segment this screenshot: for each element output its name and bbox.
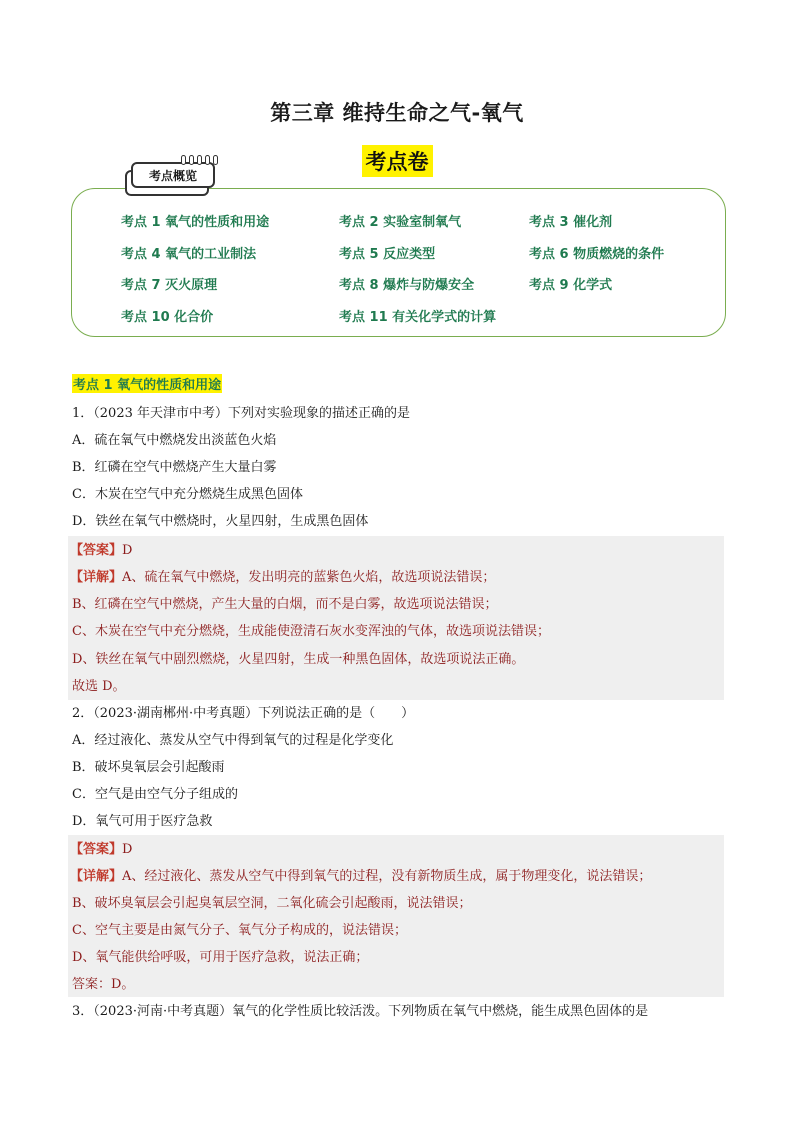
topic-item: 考点 4 氧气的工业制法 (121, 247, 257, 262)
question-option: C．空气是由空气分子组成的 (72, 787, 238, 802)
topic-item: 考点 10 化合价 (121, 310, 214, 325)
topic-item: 考点 8 爆炸与防爆安全 (339, 278, 475, 293)
detail-line: C、木炭在空气中充分燃烧，生成能使澄清石灰水变浑浊的气体，故选项说法错误； (72, 624, 550, 639)
answer-line (70, 539, 132, 558)
topic-item: 考点 1 氧气的性质和用途 (121, 215, 270, 230)
detail-line: D、铁丝在氧气中剧烈燃烧，火星四射，生成一种黑色固体，故选项说法正确。 (72, 652, 525, 667)
section-heading: 考点 1 氧气的性质和用途 (72, 374, 222, 393)
answer-block (68, 536, 724, 700)
answer-block (68, 835, 724, 997)
question-stem: 1．（2023 年天津市中考）下列对实验现象的描述正确的是 (72, 406, 410, 421)
overview-tag: 考点概览 (131, 162, 215, 188)
topic-item: 考点 2 实验室制氧气 (339, 215, 462, 230)
topic-item: 考点 7 灭火原理 (121, 278, 218, 293)
answer-value: D (122, 543, 133, 558)
question-option: A．硫在氧气中燃烧发出淡蓝色火焰 (72, 433, 277, 448)
question-option: D．氧气可用于医疗急救 (72, 814, 213, 829)
topic-item: 考点 11 有关化学式的计算 (339, 310, 497, 325)
detail-line (70, 865, 651, 884)
conclusion-line: 答案：D。 (72, 977, 135, 992)
detail-line: B、破坏臭氧层会引起臭氧层空洞，二氧化硫会引起酸雨，说法错误； (72, 896, 472, 911)
detail-tag: 【详解】 (70, 570, 123, 585)
detail-line: C、空气主要是由氮气分子、氧气分子构成的，说法错误； (72, 923, 407, 938)
question-option: A．经过液化、蒸发从空气中得到氧气的过程是化学变化 (72, 733, 394, 748)
conclusion-line: 故选 D。 (72, 679, 126, 694)
answer-tag: 【答案】 (70, 842, 123, 857)
page-title: 第三章 维持生命之气-氧气 (270, 101, 524, 125)
question-option: B．红磷在空气中燃烧产生大量白雾 (72, 460, 277, 475)
answer-tag: 【答案】 (70, 543, 123, 558)
question-option: B．破坏臭氧层会引起酸雨 (72, 760, 225, 775)
answer-line (70, 838, 132, 857)
topic-item: 考点 6 物质燃烧的条件 (529, 247, 665, 262)
detail-text: A、硫在氧气中燃烧，发出明亮的蓝紫色火焰，故选项说法错误； (122, 570, 496, 585)
answer-value: D (122, 842, 133, 857)
detail-line: B、红磷在空气中燃烧，产生大量的白烟，而不是白雾，故选项说法错误； (72, 597, 498, 612)
question-stem: 2．（2023·湖南郴州·中考真题）下列说法正确的是（ ） (72, 706, 415, 721)
topic-item: 考点 5 反应类型 (339, 247, 436, 262)
page-subtitle: 考点卷 (362, 145, 433, 177)
question-option: C．木炭在空气中充分燃烧生成黑色固体 (72, 487, 303, 502)
detail-tag: 【详解】 (70, 869, 123, 884)
topic-item: 考点 9 化学式 (529, 278, 613, 293)
question-stem: 3．（2023·河南·中考真题）氧气的化学性质比较活泼。下列物质在氧气中燃烧，能生成黑色固体的是 (72, 1004, 649, 1019)
detail-line: D、氧气能供给呼吸，可用于医疗急救，说法正确； (72, 950, 369, 965)
topic-item: 考点 3 催化剂 (529, 215, 613, 230)
detail-line (70, 566, 495, 585)
notebook-rings-icon (181, 155, 218, 165)
question-option: D．铁丝在氧气中燃烧时，火星四射，生成黑色固体 (72, 514, 369, 529)
detail-text: A、经过液化、蒸发从空气中得到氧气的过程，没有新物质生成，属于物理变化，说法错误； (122, 869, 652, 884)
